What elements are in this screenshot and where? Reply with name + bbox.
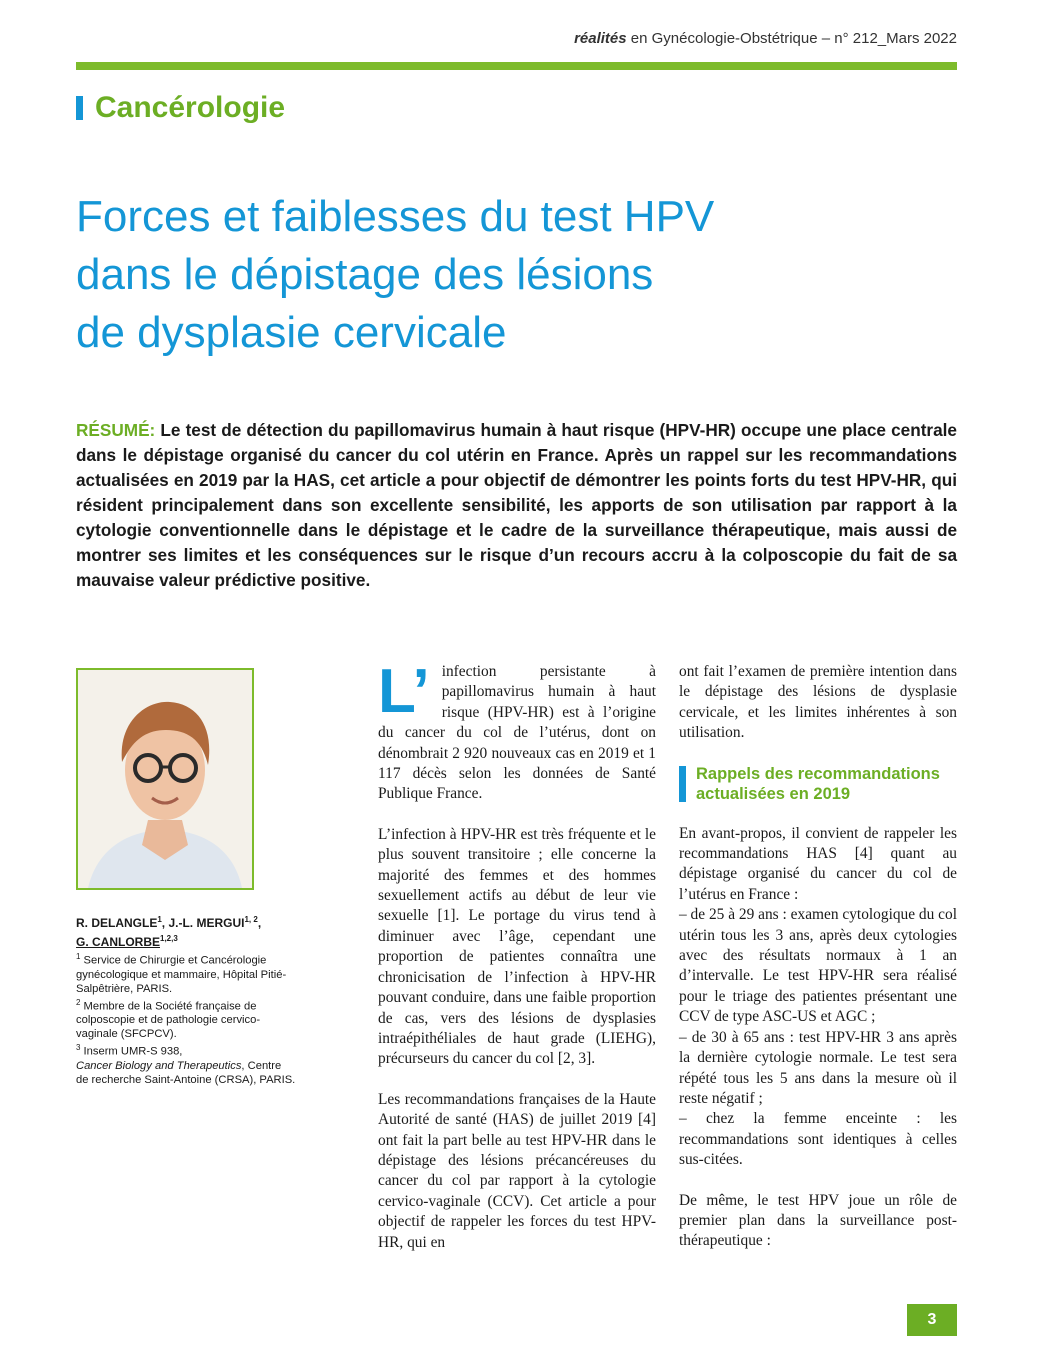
header-rule	[76, 62, 957, 70]
affiliation	[76, 950, 296, 996]
section-marker	[76, 96, 83, 120]
body-paragraph: ont fait l’examen de première intention dans le dépistage des lésions de dysplasie cervicale, et les limites inhérentes à son utilisation.	[679, 663, 957, 742]
paragraph-text: En avant-propos, il convient de rappeler les recommandations HAS [4] quant au dépistage organisé du cancer du col de l’utérus en France :	[679, 824, 957, 903]
list-item: – de 30 à 65 ans : test HPV-HR 3 ans après la dernière cytologie normale. Le test sera répété tous les 5 ans dans la mesure où il reste négatif ;	[679, 1028, 957, 1107]
author-block	[76, 912, 296, 1087]
body-paragraph: L’infection à HPV-HR est très fréquente et le plus souvent transitoire ; elle concerne la majorité des femmes et des hommes sexuellement actifs au début de leur vie sexuelle [1]. Le portage du virus tend à diminuer avec l’âge, cependant une proportion de patientes connaîtra une chronicisation de l’infection à HPV-HR pouvant conduire, dans une faible proportion de cas, vers des lésions de dysplasies intraépithéliales de haut grade (LIEHG), précurseurs du cancer du col [2, 3].	[378, 825, 656, 1068]
body-paragraph	[378, 657, 656, 805]
author-affiliation-ref: 1,2,3	[160, 934, 178, 943]
affiliation-text: Membre de la Société française de colposcopie et de pathologie cervico-vaginale (SFCPCV).	[76, 1000, 261, 1041]
author-name: R. DELANGLE	[76, 916, 158, 930]
body-paragraph: De même, le test HPV joue un rôle de premier plan dans la surveillance post-thérapeutique :	[679, 1191, 957, 1250]
affiliation	[76, 1041, 296, 1087]
list-item: – chez la femme enceinte : les recommandations sont identiques à celles sus-citées.	[679, 1110, 957, 1169]
subheading-marker	[679, 766, 686, 802]
title-line: dans le dépistage des lésions	[76, 250, 654, 299]
body-column-right	[679, 662, 957, 1272]
list-item: – de 25 à 29 ans : examen cytologique du col utérin tous les 3 ans, après deux cytologies avec des résultats normaux à 1 an d’intervalle. Le test HPV-HR sera réalisé pour le triage des patientes présentant une CCV de type ASC-US et AGC ;	[679, 906, 957, 1026]
body-column-middle	[378, 657, 656, 1273]
author-affiliation-ref: 1	[157, 915, 162, 924]
journal-header	[574, 30, 957, 47]
author-names: R. DELANGLE$^1$, J.-L. MERGUI$^{1, 2}$, G. CANLORBE$^{1,2,3}$	[76, 915, 262, 949]
subheading	[679, 764, 957, 804]
author-photo	[76, 668, 254, 890]
author-affiliation-ref: 1, 2	[244, 915, 258, 924]
abstract-text: Le test de détection du papillomavirus humain à haut risque (HPV-HR) occupe une place centrale dans le dépistage organisé du cancer du col utérin en France. Après un rappel sur les recommandations actualisées en 2019 par la HAS, cet article a pour objectif de démontrer les points forts du test HPV-HR, qui résident principalement dans son excellente sensibilité, les apports de son utilisation par rapport à la cytologie conventionnelle dans le dépistage et le cadre de la surveillance thérapeutique, mais aussi de montrer ses limites et les conséquences sur le risque d’un recours accru à la colposcopie du fait de sa mauvaise valeur prédictive positive.	[76, 420, 957, 590]
affiliation-number: 1	[76, 952, 81, 961]
affiliation-italic: Cancer Biology and Therapeutics	[76, 1060, 242, 1073]
title-line: Forces et faiblesses du test HPV	[76, 192, 715, 241]
paragraph-text: infection persistante à papillomavirus humain à haut risque (HPV-HR) est à l’origine du cancer du col de l’utérus, dont on dénombrait 2 920 nouveaux cas en 2019 et 1 117 décès selon les données de Santé Publique France.	[378, 663, 656, 803]
drop-cap: L’	[378, 657, 430, 726]
body-paragraph	[679, 824, 957, 1171]
affiliation-number: 3	[76, 1043, 81, 1053]
body-paragraph: Les recommandations françaises de la Haute Autorité de santé (HAS) de juillet 2019 [4] ont fait la part belle au test HPV-HR dans le dépistage des lésions précancéreuses du cancer du col par rapport à la cytologie cervico-vaginale (CCV). Cet article a pour objectif de rappeler les forces du test HPV-HR, qui en	[378, 1090, 656, 1251]
affiliation	[76, 996, 296, 1042]
subheading-text: Rappels des recommandations actualisées en 2019	[696, 764, 940, 803]
affiliation-number: 2	[76, 997, 81, 1007]
affiliation-text: , Centre de recherche Saint-Antoine (CRSA), PARIS.	[76, 1060, 296, 1087]
journal-issue: en Gynécologie-Obstétrique – n° 212_Mars 2022	[626, 30, 957, 47]
section-label: Cancérologie	[95, 91, 286, 124]
author-name: , J.-L. MERGUI	[161, 916, 245, 930]
author-portrait-illustration	[78, 670, 252, 888]
title-line: de dysplasie cervicale	[76, 308, 507, 357]
article-title	[76, 188, 956, 362]
affiliation-text: Inserm UMR-S 938,	[80, 1046, 183, 1059]
abstract	[76, 418, 957, 593]
affiliation-text: Service de Chirurgie et Cancérologie gynécologique et mammaire, Hôpital Pitié-Salpêtrière, PARIS.	[76, 954, 287, 995]
abstract-keyword: RÉSUMÉ:	[76, 420, 156, 440]
section-tag	[76, 88, 285, 128]
page-number: 3	[907, 1304, 957, 1336]
author-name-corresponding: G. CANLORBE	[76, 935, 160, 949]
journal-name: réalités	[574, 30, 627, 47]
